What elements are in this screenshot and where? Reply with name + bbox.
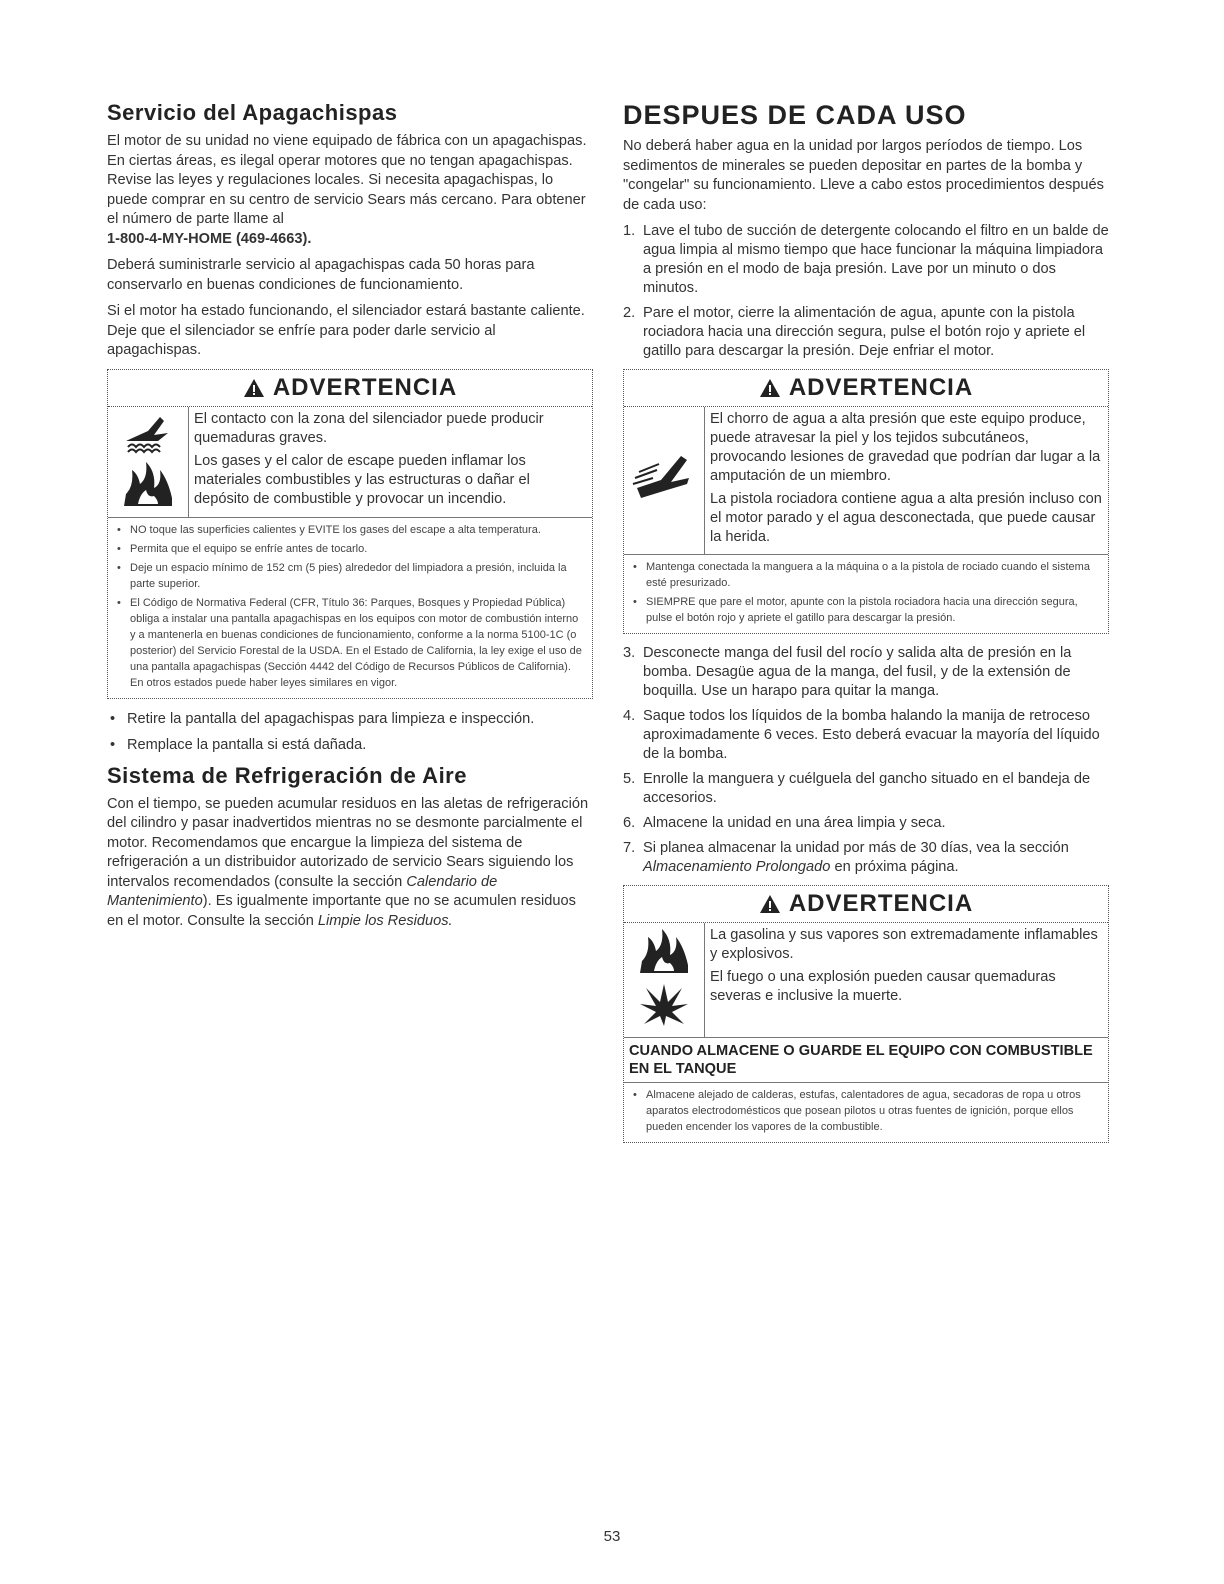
warning-bullet: • Deje un espacio mínimo de 152 cm (5 pies) alrededor del limpiadora a presión, incluida la parte superior. — [114, 560, 586, 592]
step-item — [623, 222, 1109, 298]
hot-surface-icon — [118, 411, 178, 460]
step-number: 4. — [623, 708, 636, 724]
step-number: 7. — [623, 840, 636, 856]
warning-bullets — [624, 555, 1108, 633]
warning-bullet: • Permita que el equipo se enfríe antes de tocarlo. — [114, 541, 586, 557]
warning-text-1: La gasolina y sus vapores son extremadamente inflamables y explosivos. — [710, 927, 1098, 962]
warning-header — [624, 886, 1108, 923]
warning-bullet: • NO toque las superficies calientes y EVITE los gases del escape a alta temperatura. — [114, 522, 586, 538]
warning-text — [705, 407, 1108, 554]
cooling-ref-debris: Limpie los Residuos. — [317, 912, 453, 929]
warning-bullets — [624, 1083, 1108, 1142]
step-number: 6. — [623, 815, 636, 831]
warning-text-2: El fuego o una explosión pueden causar quemaduras severas e inclusive la muerte. — [710, 969, 1056, 1004]
fire-icon — [634, 927, 694, 980]
cooling-text: Con el tiempo, se pueden acumular residuos en las aletas de refrigeración del cilindro y pasar inadvertidos mientras no se desmonte parcialmente el motor. Recomendamos que encargue la limpieza del sistema de refrigeración a un distribuidor autorizado de servicio Sears siguiendo los intervalos recomendados (consulte la sección — [107, 795, 589, 890]
warning-bullet: • Almacene alejado de calderas, estufas, calentadores de agua, secadoras de ropa u otros aparatos electrodomésticos que posean pilotos u otras fuentes de ignición, porque ellos pueden encender los vapores de la combustible. — [630, 1087, 1102, 1135]
step-number: 1. — [623, 223, 636, 239]
screen-bullet: • Retire la pantalla del apagachispas para limpieza e inspección. — [107, 709, 593, 729]
step-number: 5. — [623, 771, 636, 787]
cooling-text-2: ). Es igualmente importante que no se acumulen residuos en el motor. Consulte la sección — [107, 893, 576, 929]
warning-bullet: • SIEMPRE que pare el motor, apunte con la pistola rociadora hacia una dirección segura, pulse el botón rojo y apriete el gatillo para descargar la presión. — [630, 594, 1102, 626]
cooling-ref-calendar: Calendario de Mantenimiento — [107, 873, 498, 909]
warning-text-1: El chorro de agua a alta presión que este equipo produce, puede atravesar la piel y los tejidos subcutáneos, provocando lesiones de gravedad que podrían dar lugar a la amputación de un miembro. — [710, 411, 1101, 484]
warning-triangle-icon — [243, 377, 265, 399]
spark-arrester-text: El motor de su unidad no viene equipado de fábrica con un apagachispas. En ciertas áreas, es ilegal operar motores que no tengan apagachispas. Revise las leyes y regulaciones locales. Si necesita apagachispas, lo puede comprar en su centro de servicio Sears más cercano. Para obtener el número de parte llame al — [107, 133, 587, 227]
warning-title: ADVERTENCIA — [788, 374, 974, 401]
left-column — [107, 100, 593, 938]
warning-body — [108, 407, 592, 518]
spark-arrester-paragraph-3: Si el motor ha estado funcionando, el silenciador estará bastante caliente. Deje que el silenciador se enfríe para poder darle servicio al apagachispas. — [107, 303, 585, 358]
cooling-paragraph — [107, 795, 593, 932]
step-text — [643, 839, 1109, 877]
step-item — [623, 814, 1109, 833]
warning-title: ADVERTENCIA — [788, 890, 974, 917]
warning-box-spray — [623, 369, 1109, 634]
phone-number: 1-800-4-MY-HOME (469-4663). — [107, 230, 312, 247]
steps-list-b — [623, 644, 1109, 877]
step-number: 3. — [623, 645, 636, 661]
cooling-heading: Sistema de Refrigeración de Aire — [107, 762, 467, 788]
warning-title: ADVERTENCIA — [272, 373, 458, 401]
step-item — [623, 644, 1109, 701]
warning-bullet: • El Código de Normativa Federal (CFR, Título 36: Parques, Bosques y Propiedad Pública) obliga a instalar una pantalla apagachispas en los equipos con motor de combustión interno y a mantenerla en buenas condiciones de funcionamiento, conforme a la norma 5100-1C (o posterior) del Servicio Forestal de la USDA. En el Estado de California, la ley exige el uso de una pantalla apagachispas (Sección 4442 del Código de Recursos Públicos de California). En otros estados puede haber leyes similares en vigor. — [114, 595, 586, 691]
warning-triangle-icon — [759, 377, 781, 399]
screen-bullets — [107, 709, 593, 755]
step-item — [623, 770, 1109, 808]
spark-arrester-paragraph-1 — [107, 132, 593, 249]
step-item — [623, 839, 1109, 877]
warning-text-2: Los gases y el calor de escape pueden inflamar los materiales combustibles y las estructuras o dañar el depósito de combustible y provocar un incendio. — [194, 452, 530, 507]
warning-text — [189, 407, 592, 517]
warning-icons — [624, 923, 705, 1037]
step-item — [623, 707, 1109, 764]
step-text: Saque todos los líquidos de la bomba halando la manija de retroceso aproximadamente 6 veces. Esto deberá evacuar la mayoría del líquido de la bomba. — [643, 708, 1100, 762]
explosion-icon — [636, 980, 692, 1033]
step-number: 2. — [623, 305, 636, 321]
warning-text — [705, 923, 1108, 1037]
step-text: Lave el tubo de succión de detergente colocando el filtro en un balde de agua limpia al mismo tiempo que hace funcionar la máquina limpiadora a presión en el modo de baja presión. Lave por un minuto o dos minutos. — [643, 223, 1109, 296]
warning-icons — [624, 407, 705, 554]
warning-body — [624, 407, 1108, 555]
warning-text-1: El contacto con la zona del silenciador puede producir quemaduras graves. — [194, 410, 544, 446]
spark-arrester-paragraph-2: Deberá suministrarle servicio al apagachispas cada 50 horas para conservarlo en buenas condiciones de funcionamiento. — [107, 257, 535, 293]
step-7-text: Si planea almacenar la unidad por más de 30 días, vea la sección — [643, 840, 1069, 856]
warning-header — [108, 370, 592, 407]
spark-arrester-heading: Servicio del Apagachispas — [107, 100, 398, 125]
warning-icons — [108, 407, 189, 517]
screen-bullet: • Remplace la pantalla si está dañada. — [107, 735, 593, 755]
warning-text-2: La pistola rociadora contiene agua a alta presión incluso con el motor parado y el agua desconectada, que puede causar la herida. — [710, 491, 1102, 545]
high-pressure-injection-icon — [631, 448, 697, 513]
steps-list-a — [623, 222, 1109, 361]
warning-box-fuel — [623, 885, 1109, 1143]
warning-triangle-icon — [759, 893, 781, 915]
step-7-text-end: en próxima página. — [834, 859, 959, 875]
warning-bullet: • Mantenga conectada la manguera a la máquina o a la pistola de rociado cuando el sistema esté presurizado. — [630, 559, 1102, 591]
fire-icon — [118, 460, 178, 513]
right-column — [623, 100, 1109, 1153]
warning-bullets — [108, 518, 592, 698]
step-text: Desconecte manga del fusil del rocío y salida alta de presión en la bomba. Desagüe agua de la manga, del fusil, y de la extensión de boquilla. Use un harapo para quitar la manga. — [643, 645, 1072, 699]
warning-box-muffler — [107, 369, 593, 699]
page-number: 53 — [603, 1528, 621, 1545]
step-7-ref: Almacenamiento Prolongado — [643, 859, 831, 875]
warning-header — [624, 370, 1108, 407]
step-item — [623, 304, 1109, 361]
after-use-intro: No deberá haber agua en la unidad por largos períodos de tiempo. Los sedimentos de minerales se pueden depositar en partes de la bomba y "congelar" su funcionamiento. Lleve a cabo estos procedimientos después de cada uso: — [623, 138, 1104, 213]
step-text: Pare el motor, cierre la alimentación de agua, apunte con la pistola rociadora hacia una dirección segura, pulse el botón rojo y apriete el gatillo para descargar la presión. Deje enfriar el motor. — [643, 305, 1086, 359]
fuel-storage-heading: CUANDO ALMACENE O GUARDE EL EQUIPO CON COMBUSTIBLE EN EL TANQUE — [624, 1038, 1108, 1083]
step-text: Enrolle la manguera y cuélguela del gancho situado en el bandeja de accesorios. — [643, 771, 1091, 806]
after-use-heading: DESPUES DE CADA USO — [623, 100, 967, 130]
step-text: Almacene la unidad en una área limpia y seca. — [643, 815, 946, 831]
warning-body — [624, 923, 1108, 1038]
